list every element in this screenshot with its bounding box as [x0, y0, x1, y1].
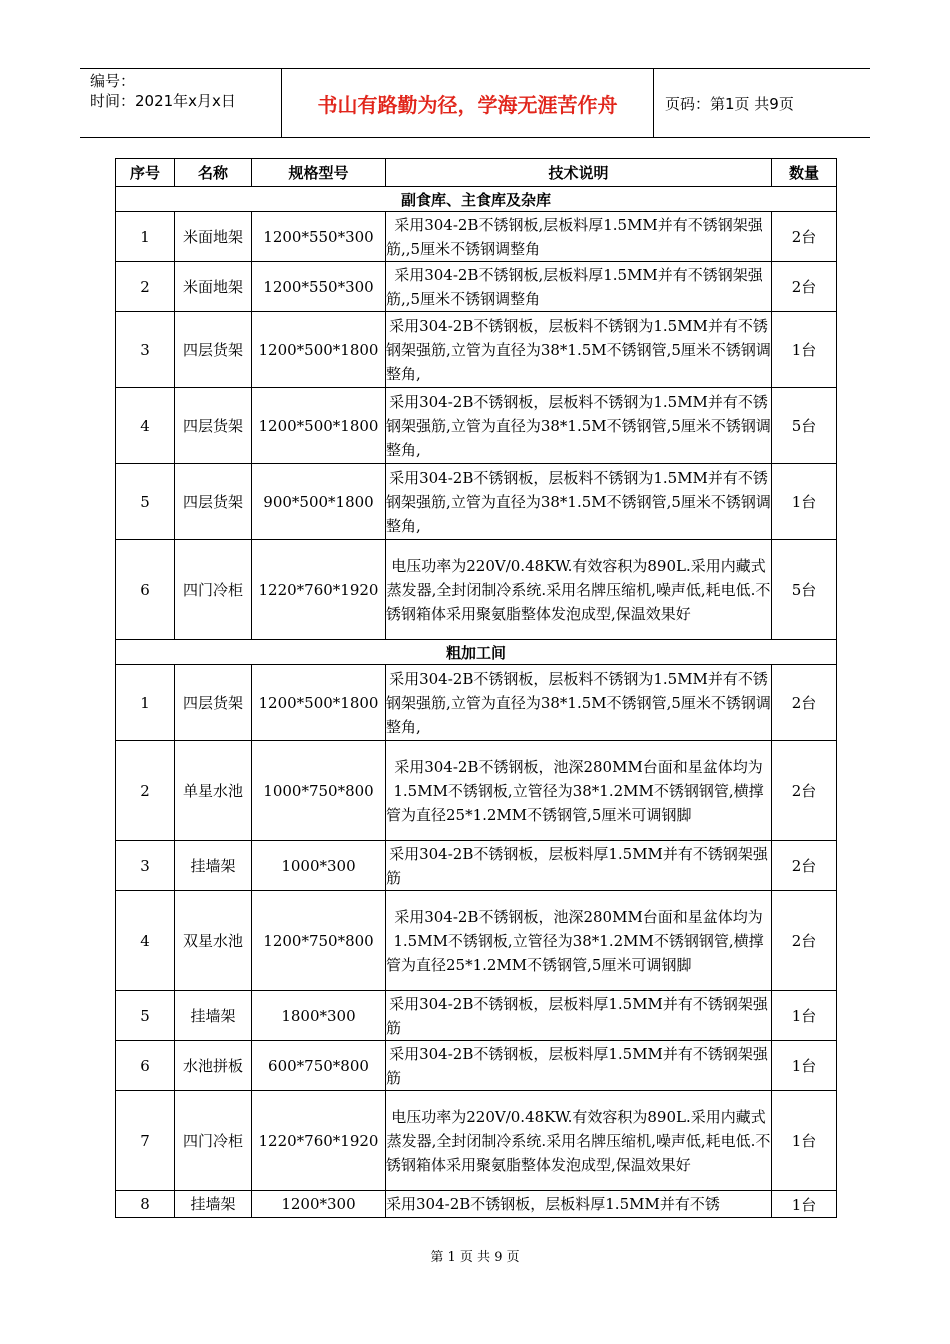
- table-row: [116, 1041, 837, 1091]
- item-description: 采用304-2B不锈钢板,层板料厚1.5MM并有不锈钢架强筋,,5厘米不锈钢调整角: [386, 212, 772, 262]
- table-row: [116, 540, 837, 640]
- item-spec: 1800*300: [252, 991, 386, 1041]
- item-name: 水池拼板: [175, 1041, 252, 1091]
- table-row: [116, 262, 837, 312]
- item-quantity: 2台: [772, 262, 837, 312]
- item-description: 采用304-2B不锈钢板，层板料厚1.5MM并有不锈钢架强筋: [386, 841, 772, 891]
- table-row: [116, 741, 837, 841]
- item-quantity: 1台: [772, 464, 837, 540]
- table-row: [116, 1091, 837, 1191]
- item-spec: 1000*300: [252, 841, 386, 891]
- item-quantity: 1台: [772, 1191, 837, 1218]
- section-title: 粗加工间: [116, 640, 837, 665]
- table-row: [116, 212, 837, 262]
- item-name: 米面地架: [175, 262, 252, 312]
- item-description: 采用304-2B不锈钢板，层板料不锈钢为1.5MM并有不锈钢架强筋,立管为直径为38*1.5M不锈钢管,5厘米不锈钢调整角,: [386, 312, 772, 388]
- item-description: 电压功率为220V/0.48KW.有效容积为890L.采用内藏式蒸发器,全封闭制冷系统.采用名牌压缩机,噪声低,耗电低.不锈钢箱体采用聚氨脂整体发泡成型,保温效果好: [386, 1091, 772, 1191]
- item-name: 四门冷柜: [175, 1091, 252, 1191]
- item-spec: 1200*500*1800: [252, 388, 386, 464]
- section-row: [116, 640, 837, 665]
- row-index: 5: [116, 464, 175, 540]
- item-name: 四层货架: [175, 388, 252, 464]
- item-description: 采用304-2B不锈钢板,层板料厚1.5MM并有不锈钢架强筋,,5厘米不锈钢调整角: [386, 262, 772, 312]
- item-name: 四层货架: [175, 665, 252, 741]
- item-spec: 600*750*800: [252, 1041, 386, 1091]
- row-index: 1: [116, 665, 175, 741]
- item-description: 采用304-2B不锈钢板，池深280MM台面和星盆体均为1.5MM不锈钢板,立管径为38*1.2MM不锈钢钢管,横撑管为直径25*1.2MM不锈钢管,5厘米可调钢脚: [386, 891, 772, 991]
- header-meta: [80, 69, 282, 137]
- column-header-name: 名称: [175, 159, 252, 187]
- section-title: 副食库、主食库及杂库: [116, 187, 837, 212]
- item-quantity: 1台: [772, 991, 837, 1041]
- table-row: [116, 464, 837, 540]
- item-spec: 1200*550*300: [252, 262, 386, 312]
- page-footer: 第 1 页 共 9 页: [430, 1250, 520, 1265]
- table-row: [116, 388, 837, 464]
- item-quantity: 1台: [772, 1041, 837, 1091]
- column-header-description: 技术说明: [386, 159, 772, 187]
- item-spec: 1200*300: [252, 1191, 386, 1218]
- row-index: 3: [116, 312, 175, 388]
- item-quantity: 1台: [772, 1091, 837, 1191]
- row-index: 6: [116, 540, 175, 640]
- column-header-index: 序号: [116, 159, 175, 187]
- item-quantity: 1台: [772, 312, 837, 388]
- item-name: 双星水池: [175, 891, 252, 991]
- row-index: 2: [116, 741, 175, 841]
- item-name: 四门冷柜: [175, 540, 252, 640]
- row-index: 4: [116, 891, 175, 991]
- item-quantity: 2台: [772, 741, 837, 841]
- item-spec: 1000*750*800: [252, 741, 386, 841]
- section-row: [116, 187, 837, 212]
- table-row: [116, 1191, 837, 1218]
- item-description: 采用304-2B不锈钢板，层板料不锈钢为1.5MM并有不锈钢架强筋,立管为直径为38*1.5M不锈钢管,5厘米不锈钢调整角,: [386, 665, 772, 741]
- table-row: [116, 841, 837, 891]
- item-description: 采用304-2B不锈钢板，层板料厚1.5MM并有不锈钢架强筋: [386, 1041, 772, 1091]
- row-index: 1: [116, 212, 175, 262]
- item-spec: 1200*500*1800: [252, 665, 386, 741]
- item-quantity: 2台: [772, 891, 837, 991]
- column-header-spec: 规格型号: [252, 159, 386, 187]
- row-index: 2: [116, 262, 175, 312]
- item-name: 四层货架: [175, 464, 252, 540]
- item-name: 单星水池: [175, 741, 252, 841]
- row-index: 3: [116, 841, 175, 891]
- row-index: 5: [116, 991, 175, 1041]
- equipment-table: [115, 158, 837, 1218]
- item-description: 采用304-2B不锈钢板，层板料厚1.5MM并有不锈: [386, 1191, 772, 1218]
- item-spec: 1220*760*1920: [252, 540, 386, 640]
- page-header: [80, 68, 870, 138]
- item-quantity: 2台: [772, 665, 837, 741]
- table-row: [116, 991, 837, 1041]
- document-date: 时间：2021年x月x日: [90, 92, 236, 110]
- item-description: 采用304-2B不锈钢板，层板料不锈钢为1.5MM并有不锈钢架强筋,立管为直径为38*1.5M不锈钢管,5厘米不锈钢调整角,: [386, 464, 772, 540]
- column-header-quantity: 数量: [772, 159, 837, 187]
- item-name: 四层货架: [175, 312, 252, 388]
- item-description: 采用304-2B不锈钢板，层板料不锈钢为1.5MM并有不锈钢架强筋,立管为直径为38*1.5M不锈钢管,5厘米不锈钢调整角,: [386, 388, 772, 464]
- item-name: 挂墙架: [175, 841, 252, 891]
- table-row: [116, 891, 837, 991]
- table-row: [116, 665, 837, 741]
- item-spec: 1200*500*1800: [252, 312, 386, 388]
- item-quantity: 2台: [772, 841, 837, 891]
- item-spec: 1200*750*800: [252, 891, 386, 991]
- item-spec: 1200*550*300: [252, 212, 386, 262]
- item-description: 电压功率为220V/0.48KW.有效容积为890L.采用内藏式蒸发器,全封闭制冷系统.采用名牌压缩机,噪声低,耗电低.不锈钢箱体采用聚氨脂整体发泡成型,保温效果好: [386, 540, 772, 640]
- item-name: 米面地架: [175, 212, 252, 262]
- item-quantity: 2台: [772, 212, 837, 262]
- row-index: 4: [116, 388, 175, 464]
- table-row: [116, 312, 837, 388]
- item-quantity: 5台: [772, 388, 837, 464]
- item-name: 挂墙架: [175, 991, 252, 1041]
- item-description: 采用304-2B不锈钢板，层板料厚1.5MM并有不锈钢架强筋: [386, 991, 772, 1041]
- item-spec: 1220*760*1920: [252, 1091, 386, 1191]
- row-index: 6: [116, 1041, 175, 1091]
- item-description: 采用304-2B不锈钢板，池深280MM台面和星盆体均为1.5MM不锈钢板,立管径为38*1.2MM不锈钢钢管,横撑管为直径25*1.2MM不锈钢管,5厘米可调钢脚: [386, 741, 772, 841]
- header-motto: 书山有路勤为径，学海无涯苦作舟: [282, 69, 654, 137]
- item-quantity: 5台: [772, 540, 837, 640]
- item-name: 挂墙架: [175, 1191, 252, 1218]
- row-index: 7: [116, 1091, 175, 1191]
- table-header-row: [116, 159, 837, 187]
- row-index: 8: [116, 1191, 175, 1218]
- table-body: [116, 187, 837, 1218]
- header-page-number: 页码：第1页 共9页: [665, 94, 794, 113]
- document-number-label: 编号：: [90, 72, 136, 90]
- item-spec: 900*500*1800: [252, 464, 386, 540]
